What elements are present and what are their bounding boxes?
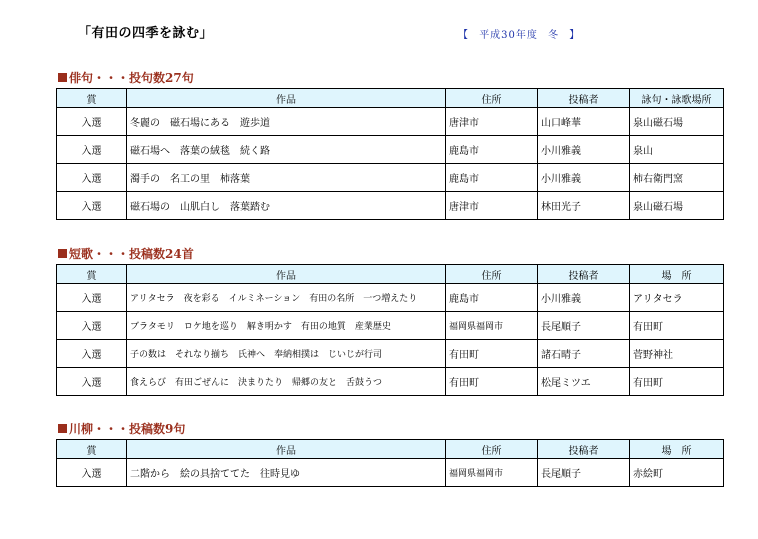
column-header-place: 詠句・詠歌場所 [630, 89, 724, 108]
table-row [57, 108, 724, 136]
table-row [57, 368, 724, 396]
address-cell: 福岡県福岡市 [446, 459, 538, 487]
award-cell: 入選 [57, 108, 127, 136]
table-row [57, 312, 724, 340]
address-cell: 有田町 [446, 368, 538, 396]
column-header-address: 住所 [446, 265, 538, 284]
work-cell: 磁石場へ 落葉の絨毯 続く路 [127, 136, 446, 164]
address-cell: 唐津市 [446, 108, 538, 136]
place-cell: 泉山磁石場 [630, 108, 724, 136]
place-cell: 赤絵町 [630, 459, 724, 487]
square-bullet-icon [58, 73, 67, 82]
work-cell: ブラタモリ ロケ地を巡り 解き明かす 有田の地質 産業歴史 [127, 312, 446, 340]
column-header-award: 賞 [57, 89, 127, 108]
place-cell: 有田町 [630, 368, 724, 396]
table-row [57, 192, 724, 220]
award-cell: 入選 [57, 340, 127, 368]
work-cell: 磁石場の 山肌白し 落葉踏む [127, 192, 446, 220]
column-header-award: 賞 [57, 265, 127, 284]
table-row [57, 284, 724, 312]
address-cell: 鹿島市 [446, 136, 538, 164]
award-cell: 入選 [57, 192, 127, 220]
column-header-work: 作品 [127, 265, 446, 284]
column-header-address: 住所 [446, 440, 538, 459]
contributor-cell: 小川雅義 [538, 164, 630, 192]
section-title-haiku: 俳句・・・投句数27句 [58, 69, 194, 86]
column-header-place: 場 所 [630, 265, 724, 284]
table-header-row [57, 440, 724, 459]
season-bracket-close: 】 [569, 30, 581, 41]
award-cell: 入選 [57, 368, 127, 396]
column-header-contributor: 投稿者 [538, 89, 630, 108]
contributor-cell: 松尾ミツエ [538, 368, 630, 396]
tanka-table [56, 264, 724, 396]
place-cell: アリタセラ [630, 284, 724, 312]
season-bracket-open: 【 [458, 30, 469, 41]
address-cell: 鹿島市 [446, 164, 538, 192]
square-bullet-icon [58, 249, 67, 258]
season-name: 冬 [548, 30, 560, 41]
table-row [57, 459, 724, 487]
contributor-cell: 長尾順子 [538, 459, 630, 487]
table-row [57, 164, 724, 192]
place-cell: 菅野神社 [630, 340, 724, 368]
address-cell: 唐津市 [446, 192, 538, 220]
award-cell: 入選 [57, 459, 127, 487]
work-cell: 子の数は それなり揃ち 氏神へ 奉納相撲は じいじが行司 [127, 340, 446, 368]
contributor-cell: 長尾順子 [538, 312, 630, 340]
contributor-cell: 林田光子 [538, 192, 630, 220]
column-header-place: 場 所 [630, 440, 724, 459]
senryu-table [56, 439, 724, 487]
season-label [455, 26, 583, 41]
work-cell: 食えらび 有田ごぜんに 決まりたり 帰郷の友と 舌鼓うつ [127, 368, 446, 396]
column-header-address: 住所 [446, 89, 538, 108]
table-row [57, 340, 724, 368]
section-title-tanka: 短歌・・・投稿数24首 [58, 245, 194, 262]
award-cell: 入選 [57, 164, 127, 192]
column-header-award: 賞 [57, 440, 127, 459]
contributor-cell: 小川雅義 [538, 284, 630, 312]
column-header-work: 作品 [127, 440, 446, 459]
contributor-cell: 山口峰華 [538, 108, 630, 136]
column-header-contributor: 投稿者 [538, 440, 630, 459]
contributor-cell: 諸石晴子 [538, 340, 630, 368]
season-year: 平成30年度 [479, 30, 538, 41]
table-header-row [57, 265, 724, 284]
address-cell: 福岡県福岡市 [446, 312, 538, 340]
column-header-contributor: 投稿者 [538, 265, 630, 284]
award-cell: 入選 [57, 312, 127, 340]
column-header-work: 作品 [127, 89, 446, 108]
award-cell: 入選 [57, 284, 127, 312]
contributor-cell: 小川雅義 [538, 136, 630, 164]
work-cell: アリタセラ 夜を彩る イルミネーション 有田の名所 一つ増えたり [127, 284, 446, 312]
square-bullet-icon [58, 424, 67, 433]
work-cell: 濁手の 名工の里 柿落葉 [127, 164, 446, 192]
section-title-senryu: 川柳・・・投稿数9句 [58, 420, 185, 437]
address-cell: 有田町 [446, 340, 538, 368]
document-title: 「有田の四季を詠む」 [78, 26, 214, 41]
haiku-table [56, 88, 724, 220]
place-cell: 有田町 [630, 312, 724, 340]
award-cell: 入選 [57, 136, 127, 164]
address-cell: 鹿島市 [446, 284, 538, 312]
place-cell: 柿右衛門窯 [630, 164, 724, 192]
place-cell: 泉山磁石場 [630, 192, 724, 220]
table-header-row [57, 89, 724, 108]
work-cell: 二階から 絵の具捨ててた 往時見ゆ [127, 459, 446, 487]
place-cell: 泉山 [630, 136, 724, 164]
work-cell: 冬麗の 磁石場にある 遊歩道 [127, 108, 446, 136]
table-row [57, 136, 724, 164]
